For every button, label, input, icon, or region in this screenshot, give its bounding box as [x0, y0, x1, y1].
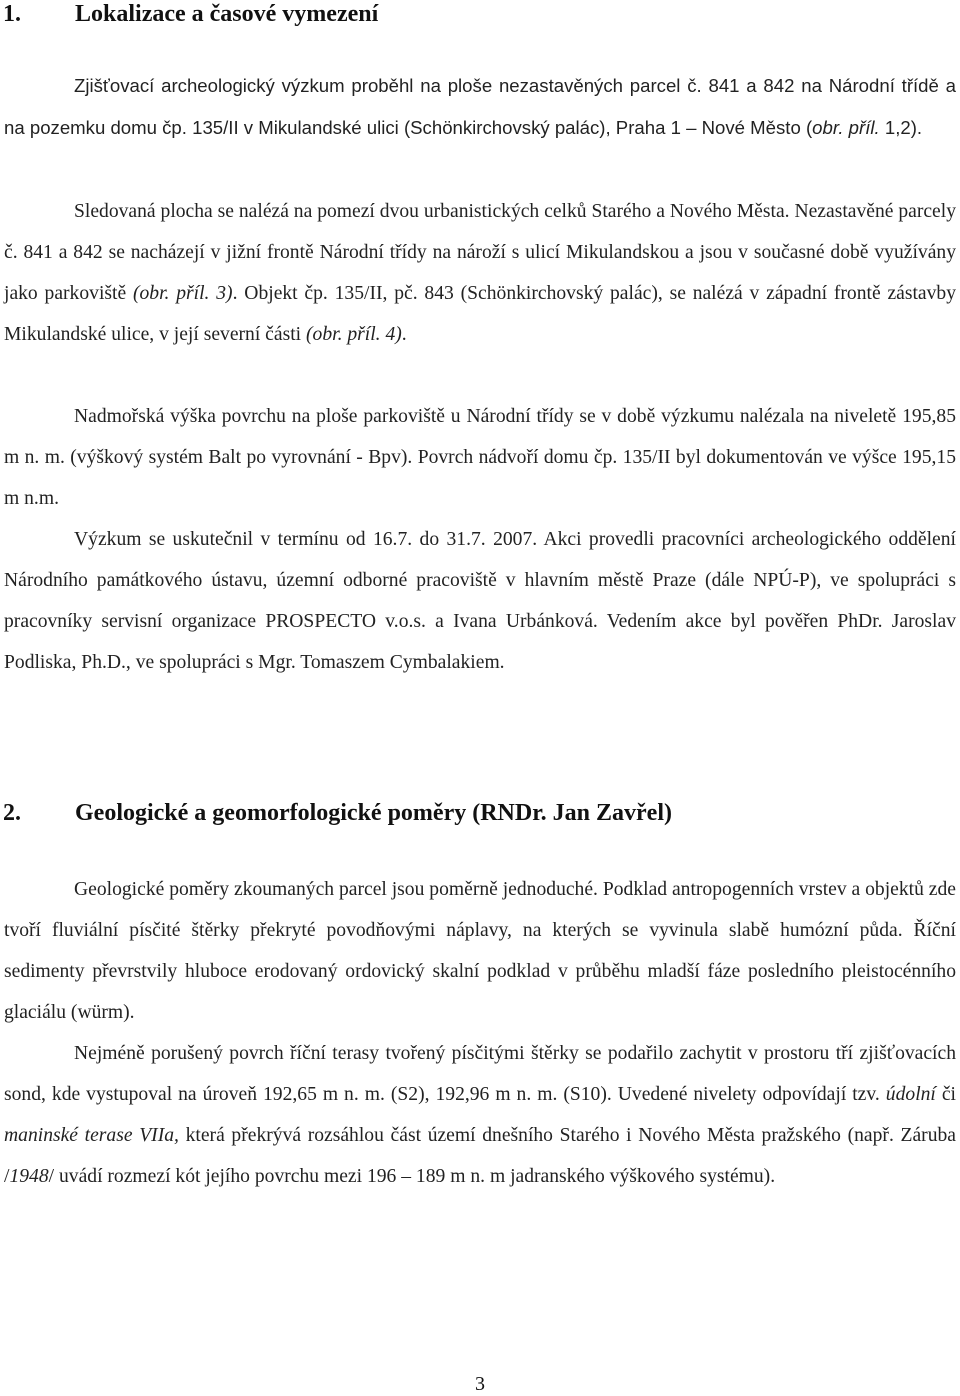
page-number: 3 [475, 1373, 485, 1395]
paragraph-terrace-end: / uvádí rozmezí kót jejího povrchu mezi 196 – 189 m n. m jadranského výškového systému). [48, 1165, 776, 1187]
paragraph-localization [4, 66, 956, 150]
paragraph-terrace-text-3: která překrývá rozsáhlou část území dnešního Starého i Nového Města pražského (např. Záruba / [4, 1124, 956, 1187]
paragraph-terrace-text: Nejméně porušený povrch říční terasy tvořený písčitými štěrky se podařilo zachytit v prostoru tří zjišťovacích sond, kde vystupoval na úroveň 192,65 m n. m. (S2), 192,96 m n. m. (S10). Uvedené nivelety odpovídají tzv. [4, 1043, 956, 1105]
figure-reference: (obr. příl. 3) [132, 282, 233, 304]
section-1-title: Lokalizace a časové vymezení [75, 1, 379, 27]
section-2-title: Geologické a geomorfologické poměry (RNDr. Jan Zavřel) [75, 800, 672, 826]
section-1-heading [3, 0, 378, 28]
italic-term: maninské terase VIIa, [4, 1124, 179, 1146]
paragraph-area-end: . [401, 323, 407, 345]
paragraph-terrace [4, 1034, 956, 1198]
paragraph-area-text-2: . Objekt čp. 135/II, pč. 843 (Schönkirchovský palác), se nalézá v západní frontě zástavby Mikulandské ulice, v její severní části [4, 282, 957, 345]
paragraph-localization-end: 1,2). [879, 116, 923, 138]
figure-reference: (obr. příl. 4) [306, 323, 402, 345]
paragraph-localization-text: Zjišťovací archeologický výzkum proběhl na ploše nezastavěných parcel č. 841 a 842 na Národní třídě a na pozemku domu čp. 135/II v Mikulandské ulici (Schönkirchovský palác), Praha 1 – Nové Město ( [4, 75, 956, 138]
paragraph-terrace-text-2: či [935, 1083, 956, 1105]
italic-term: údolní [885, 1083, 936, 1105]
section-2-heading [3, 799, 672, 827]
section-2-number: 2. [3, 800, 21, 826]
paragraph-area [4, 192, 956, 356]
section-1-number: 1. [3, 1, 21, 27]
paragraph-elevation: Nadmořská výška povrchu na ploše parkoviště u Národní třídy se v době výzkumu nalézala na niveletě 195,85 m n. m. (výškový systém Balt po vyrovnání - Bpv). Povrch nádvoří domu čp. 135/II byl dokumentován ve výšce 195,15 m n.m. [4, 406, 956, 509]
paragraph-research-team: Výzkum se uskutečnil v termínu od 16.7. do 31.7. 2007. Akci provedli pracovníci archeologického oddělení Národního památkového ústavu, územní odborné pracoviště v hlavním městě Praze (dále NPÚ-P), ve spolupráci s pracovníky servisní organizace PROSPECTO v.o.s. a Ivana Urbánková. Vedením akce byl pověřen PhDr. Jaroslav Podliska, Ph.D., ve spolupráci s Mgr. Tomaszem Cymbalakiem. [4, 529, 956, 673]
paragraph-geology: Geologické poměry zkoumaných parcel jsou poměrně jednoduché. Podklad antropogenních vrstev a objektů zde tvoří fluviální písčité štěrky překryté povodňovými náplavy, na kterých se vyvinula slabě humózní půda. Říční sedimenty převrstvily hluboce erodovaný ordovický skalní podklad v průběhu mladší fáze posledního pleistocénního glaciálu (würm). [4, 879, 956, 1023]
paragraph-area-text: Sledovaná plocha se nalézá na pomezí dvou urbanistických celků Starého a Nového Města. Nezastavěné parcely č. 841 a 842 se nacházejí v jižní frontě Národní třídy na nároží s ulicí Mikulandskou a jsou v současné době využívány jako parkoviště [4, 201, 956, 304]
figure-reference: obr. příl. [812, 116, 880, 138]
citation-year: 1948 [9, 1165, 49, 1187]
